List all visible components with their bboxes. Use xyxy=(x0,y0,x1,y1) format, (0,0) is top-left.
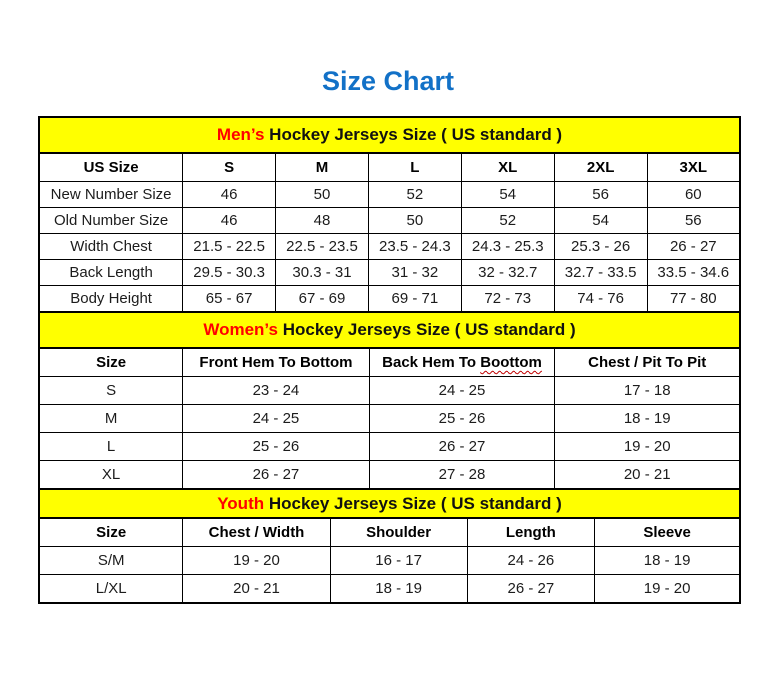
size-value: 54 xyxy=(461,182,554,208)
table-row xyxy=(39,405,740,433)
column-header: 2XL xyxy=(554,153,647,182)
mens-size-table xyxy=(38,116,741,313)
size-value: 25 - 26 xyxy=(183,433,369,461)
women-section-heading xyxy=(39,312,740,348)
heading-rest: Hockey Jerseys Size ( US standard ) xyxy=(264,493,562,513)
size-value: 29.5 - 30.3 xyxy=(183,260,276,286)
size-value: 26 - 27 xyxy=(183,461,369,490)
row-label: XL xyxy=(39,461,183,490)
column-header-row xyxy=(39,348,740,377)
table-row xyxy=(39,461,740,490)
row-label: New Number Size xyxy=(39,182,183,208)
size-value: 46 xyxy=(183,208,276,234)
size-value: 31 - 32 xyxy=(368,260,461,286)
size-value: 65 - 67 xyxy=(183,286,276,313)
size-value: 48 xyxy=(276,208,369,234)
size-value: 22.5 - 23.5 xyxy=(276,234,369,260)
size-value: 26 - 27 xyxy=(647,234,740,260)
size-value: 16 - 17 xyxy=(330,547,467,575)
size-value: 54 xyxy=(554,208,647,234)
column-header: Size xyxy=(39,518,183,547)
column-header: Sleeve xyxy=(595,518,740,547)
column-header: Chest / Width xyxy=(183,518,330,547)
size-value: 23.5 - 24.3 xyxy=(368,234,461,260)
size-value: 72 - 73 xyxy=(461,286,554,313)
women-section-band xyxy=(39,312,740,348)
size-value: 18 - 19 xyxy=(595,547,740,575)
size-value: 20 - 21 xyxy=(555,461,740,490)
size-value: 52 xyxy=(461,208,554,234)
row-label: L/XL xyxy=(39,575,183,604)
size-value: 27 - 28 xyxy=(369,461,555,490)
column-header: Size xyxy=(39,348,183,377)
row-label: Back Length xyxy=(39,260,183,286)
column-header-text: Back Hem To xyxy=(382,354,481,371)
youth-section-band xyxy=(39,489,740,518)
size-value: 60 xyxy=(647,182,740,208)
size-tables-container xyxy=(38,116,741,604)
row-label: L xyxy=(39,433,183,461)
size-value: 19 - 20 xyxy=(183,547,330,575)
row-label: Body Height xyxy=(39,286,183,313)
size-value: 46 xyxy=(183,182,276,208)
size-value: 24 - 26 xyxy=(467,547,595,575)
misspelled-word: Boottom xyxy=(480,354,542,371)
column-header xyxy=(369,348,555,377)
column-header: L xyxy=(368,153,461,182)
size-value: 17 - 18 xyxy=(555,377,740,405)
size-value: 30.3 - 31 xyxy=(276,260,369,286)
heading-rest: Hockey Jerseys Size ( US standard ) xyxy=(264,125,563,144)
size-value: 69 - 71 xyxy=(368,286,461,313)
size-value: 32 - 32.7 xyxy=(461,260,554,286)
size-value: 33.5 - 34.6 xyxy=(647,260,740,286)
heading-highlight: Youth xyxy=(217,493,265,513)
table-row xyxy=(39,547,740,575)
column-header: M xyxy=(276,153,369,182)
heading-highlight: Men’s xyxy=(216,125,265,144)
size-value: 50 xyxy=(368,208,461,234)
row-label: S/M xyxy=(39,547,183,575)
table-row xyxy=(39,182,740,208)
youth-section-heading xyxy=(39,489,740,518)
table-row xyxy=(39,377,740,405)
column-header: Chest / Pit To Pit xyxy=(555,348,740,377)
column-header: Front Hem To Bottom xyxy=(183,348,369,377)
table-row xyxy=(39,260,740,286)
size-value: 21.5 - 22.5 xyxy=(183,234,276,260)
column-header-row xyxy=(39,518,740,547)
column-header: Length xyxy=(467,518,595,547)
size-value: 56 xyxy=(554,182,647,208)
size-value: 52 xyxy=(368,182,461,208)
table-row xyxy=(39,575,740,604)
column-header: Shoulder xyxy=(330,518,467,547)
size-value: 19 - 20 xyxy=(595,575,740,604)
column-header: S xyxy=(183,153,276,182)
womens-size-table xyxy=(38,311,741,490)
column-header: XL xyxy=(461,153,554,182)
column-header-row xyxy=(39,153,740,182)
size-value: 74 - 76 xyxy=(554,286,647,313)
heading-highlight: Women’s xyxy=(203,320,278,339)
men-section-band xyxy=(39,117,740,153)
row-label: S xyxy=(39,377,183,405)
size-value: 19 - 20 xyxy=(555,433,740,461)
size-value: 18 - 19 xyxy=(330,575,467,604)
row-label: M xyxy=(39,405,183,433)
heading-rest: Hockey Jerseys Size ( US standard ) xyxy=(277,320,576,339)
size-value: 26 - 27 xyxy=(467,575,595,604)
size-value: 50 xyxy=(276,182,369,208)
size-value: 24.3 - 25.3 xyxy=(461,234,554,260)
table-row xyxy=(39,286,740,313)
size-value: 20 - 21 xyxy=(183,575,330,604)
size-value: 67 - 69 xyxy=(276,286,369,313)
size-value: 25 - 26 xyxy=(369,405,555,433)
size-value: 18 - 19 xyxy=(555,405,740,433)
size-value: 77 - 80 xyxy=(647,286,740,313)
men-section-heading xyxy=(39,117,740,153)
column-header: 3XL xyxy=(647,153,740,182)
table-row xyxy=(39,208,740,234)
row-label: Width Chest xyxy=(39,234,183,260)
size-value: 24 - 25 xyxy=(369,377,555,405)
row-label: Old Number Size xyxy=(39,208,183,234)
size-value: 25.3 - 26 xyxy=(554,234,647,260)
table-row xyxy=(39,433,740,461)
size-value: 24 - 25 xyxy=(183,405,369,433)
table-row xyxy=(39,234,740,260)
size-value: 32.7 - 33.5 xyxy=(554,260,647,286)
youth-size-table xyxy=(38,488,741,604)
column-header: US Size xyxy=(39,153,183,182)
size-value: 23 - 24 xyxy=(183,377,369,405)
page-title: Size Chart xyxy=(321,66,455,96)
size-value: 26 - 27 xyxy=(369,433,555,461)
size-value: 56 xyxy=(647,208,740,234)
